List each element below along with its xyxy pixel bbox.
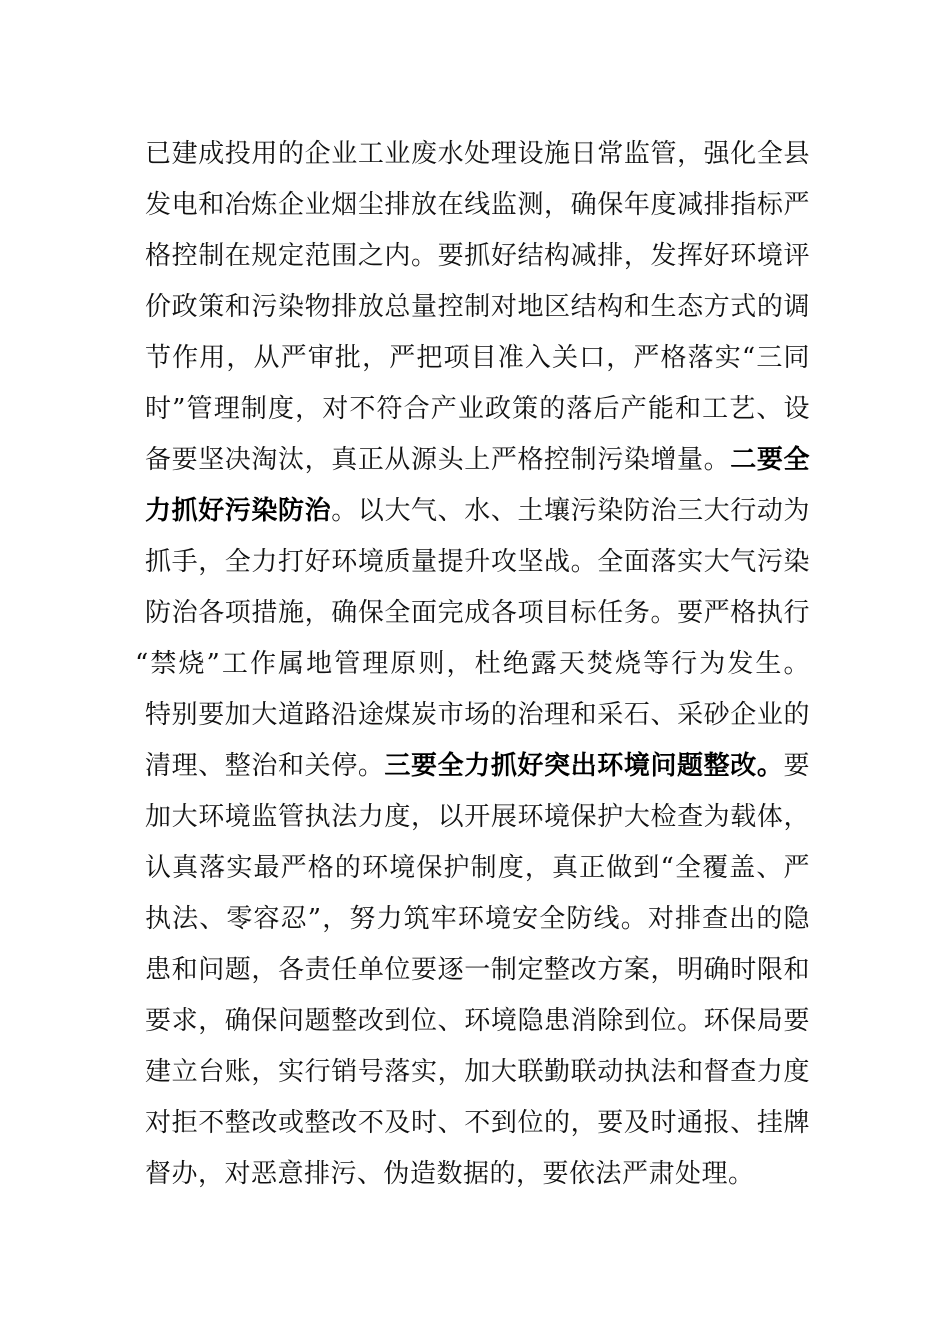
- text-segment: 认真落实最严格的环境保护制度，真正做到“全覆盖、严: [145, 853, 810, 883]
- text-line: [145, 333, 810, 384]
- text-line: [145, 741, 810, 792]
- text-segment: 要求，确保问题整改到位、环境隐患消除到位。环保局要: [145, 1006, 810, 1036]
- text-line: [145, 588, 810, 639]
- text-line: [145, 894, 810, 945]
- text-line: [145, 282, 810, 333]
- text-line: [145, 180, 810, 231]
- text-line: [145, 231, 810, 282]
- text-line: [145, 792, 810, 843]
- text-segment: 。以大气、水、土壤污染防治三大行动为: [331, 496, 810, 526]
- text-segment: 建立台账，实行销号落实，加大联勤联动执法和督查力度: [145, 1057, 810, 1087]
- text-segment: 防治各项措施，确保全面完成各项目标任务。要严格执行: [145, 598, 810, 628]
- bold-heading-text: 三要全力抓好突出环境问题整改。: [384, 751, 784, 781]
- text-line: [145, 129, 810, 180]
- text-line: [145, 537, 810, 588]
- text-line: [145, 1149, 810, 1200]
- text-segment: 加大环境监管执法力度，以开展环境保护大检查为载体，: [145, 802, 810, 832]
- text-segment: 价政策和污染物排放总量控制对地区结构和生态方式的调: [145, 292, 810, 322]
- bold-heading-text: 力抓好污染防治: [145, 496, 332, 526]
- text-line: [145, 996, 810, 1047]
- text-segment: 时”管理制度，对不符合产业政策的落后产能和工艺、设: [145, 394, 810, 424]
- text-segment: 格控制在规定范围之内。要抓好结构减排，发挥好环境评: [145, 241, 810, 271]
- text-line: [145, 1098, 810, 1149]
- text-segment: 节作用，从严审批，严把项目准入关口，严格落实“三同: [145, 343, 810, 373]
- text-segment: 已建成投用的企业工业废水处理设施日常监管，强化全县: [145, 139, 810, 169]
- text-line: [135, 639, 810, 690]
- text-segment: 备要坚决淘汰，真正从源头上严格控制污染增量。: [145, 445, 731, 475]
- text-segment: 发电和冶炼企业烟尘排放在线监测，确保年度减排指标严: [145, 190, 810, 220]
- text-segment: 督办，对恶意排污、伪造数据的，要依法严肃处理。: [145, 1159, 755, 1189]
- text-segment: 抓手，全力打好环境质量提升攻坚战。全面落实大气污染: [145, 547, 810, 577]
- body-paragraph: [135, 129, 810, 1200]
- text-line: [145, 945, 810, 996]
- text-line: [145, 1047, 810, 1098]
- text-line: [145, 435, 810, 486]
- text-segment: 患和问题，各责任单位要逐一制定整改方案，明确时限和: [145, 955, 810, 985]
- text-segment: 执法、零容忍”，努力筑牢环境安全防线。对排查出的隐: [145, 904, 810, 934]
- text-segment: 特别要加大道路沿途煤炭市场的治理和采石、采砂企业的: [145, 700, 810, 730]
- text-line: [145, 690, 810, 741]
- text-line: [145, 486, 810, 537]
- text-line: [145, 843, 810, 894]
- bold-heading-text: 二要全: [730, 445, 810, 475]
- text-segment: 清理、整治和关停。: [145, 751, 385, 781]
- text-line: [145, 384, 810, 435]
- text-segment: 对拒不整改或整改不及时、不到位的，要及时通报、挂牌: [145, 1108, 810, 1138]
- text-segment: “禁烧”工作属地管理原则，杜绝露天焚烧等行为发生。: [135, 649, 810, 679]
- text-segment: 要: [783, 751, 810, 781]
